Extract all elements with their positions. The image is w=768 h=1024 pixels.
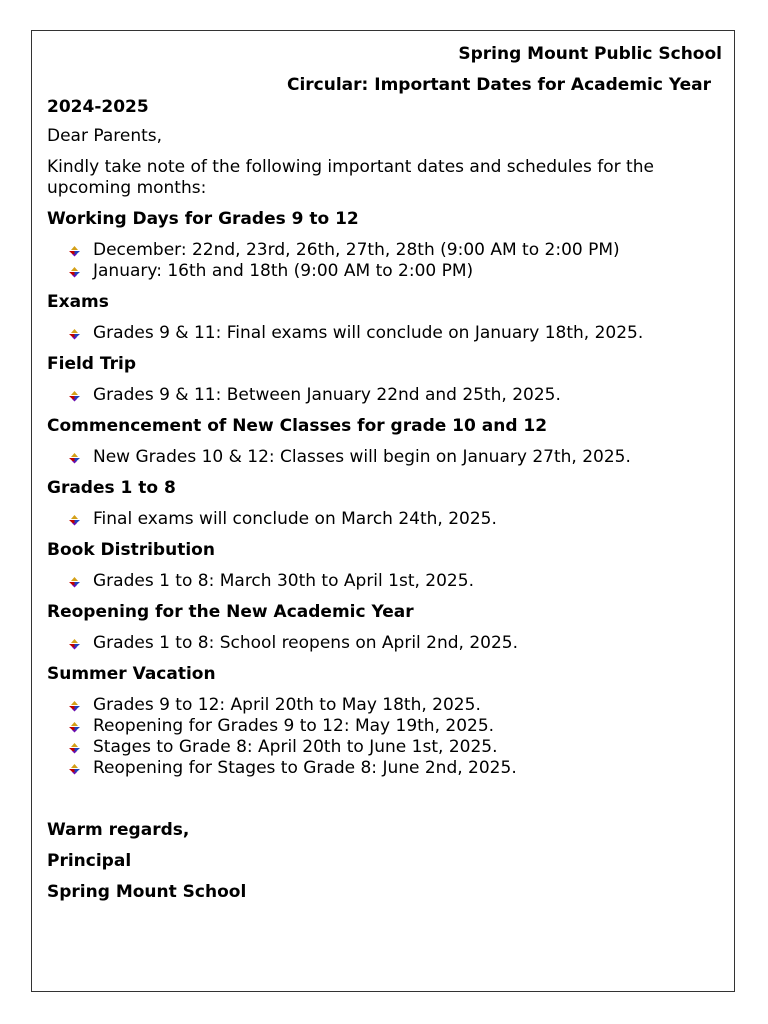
list-item <box>69 716 719 737</box>
section-title: Summer Vacation <box>47 664 216 684</box>
section-title: Exams <box>47 292 109 312</box>
signature-closing: Warm regards, <box>47 820 190 840</box>
arrow-bullet-icon <box>69 328 80 340</box>
section-title: Commencement of New Classes for grade 10 and 12 <box>47 416 548 436</box>
sections-container <box>47 208 719 779</box>
arrow-bullet-icon <box>69 763 80 775</box>
section-title: Book Distribution <box>47 540 215 560</box>
section-title: Reopening for the New Academic Year <box>47 602 414 622</box>
section-list <box>47 447 719 468</box>
section-list <box>47 695 719 779</box>
arrow-bullet-icon <box>69 721 80 733</box>
section-list <box>47 633 719 654</box>
list-item-text: Grades 9 & 11: Between January 22nd and 25th, 2025. <box>93 385 561 405</box>
signature-school: Spring Mount School <box>47 882 247 902</box>
arrow-bullet-icon <box>69 700 80 712</box>
circular-title: Circular: Important Dates for Academic Year <box>286 75 711 95</box>
list-item <box>69 737 719 758</box>
list-item-text: January: 16th and 18th (9:00 AM to 2:00 PM) <box>93 261 474 281</box>
arrow-bullet-icon <box>69 245 80 257</box>
section-title: Working Days for Grades 9 to 12 <box>47 209 359 229</box>
intro-text: Kindly take note of the following important dates and schedules for the upcoming months: <box>47 157 654 198</box>
list-item <box>69 385 719 406</box>
list-item <box>69 509 719 530</box>
arrow-bullet-icon <box>69 742 80 754</box>
school-name: Spring Mount Public School <box>458 44 722 64</box>
list-item <box>69 695 719 716</box>
section-list <box>47 385 719 406</box>
list-item-text: Final exams will conclude on March 24th, 2025. <box>93 509 497 529</box>
list-item-text: Stages to Grade 8: April 20th to June 1st, 2025. <box>93 737 498 757</box>
list-item <box>69 261 719 282</box>
list-item-text: Grades 1 to 8: March 30th to April 1st, 2025. <box>93 571 474 591</box>
arrow-bullet-icon <box>69 390 80 402</box>
arrow-bullet-icon <box>69 576 80 588</box>
arrow-bullet-icon <box>69 266 80 278</box>
list-item-text: Reopening for Stages to Grade 8: June 2nd, 2025. <box>93 758 517 778</box>
list-item <box>69 240 719 261</box>
greeting: Dear Parents, <box>47 126 163 146</box>
list-item <box>69 633 719 654</box>
circular-content <box>47 43 722 903</box>
arrow-bullet-icon <box>69 638 80 650</box>
section-list <box>47 240 719 282</box>
list-item <box>69 758 719 779</box>
section-title: Grades 1 to 8 <box>47 478 176 498</box>
arrow-bullet-icon <box>69 514 80 526</box>
list-item-text: Grades 1 to 8: School reopens on April 2nd, 2025. <box>93 633 519 653</box>
list-item-text: Grades 9 to 12: April 20th to May 18th, 2025. <box>93 695 481 715</box>
signature-role: Principal <box>47 851 132 871</box>
list-item <box>69 571 719 592</box>
section-list <box>47 323 719 344</box>
arrow-bullet-icon <box>69 452 80 464</box>
section-list <box>47 509 719 530</box>
circular-year: 2024-2025 <box>47 97 149 117</box>
list-item <box>69 323 719 344</box>
list-item <box>69 447 719 468</box>
list-item-text: December: 22nd, 23rd, 26th, 27th, 28th (9:00 AM to 2:00 PM) <box>93 240 620 260</box>
list-item-text: Reopening for Grades 9 to 12: May 19th, 2025. <box>93 716 495 736</box>
list-item-text: Grades 9 & 11: Final exams will conclude on January 18th, 2025. <box>93 323 644 343</box>
section-list <box>47 571 719 592</box>
section-title: Field Trip <box>47 354 136 374</box>
circular-page <box>31 30 735 992</box>
list-item-text: New Grades 10 & 12: Classes will begin on January 27th, 2025. <box>93 447 631 467</box>
